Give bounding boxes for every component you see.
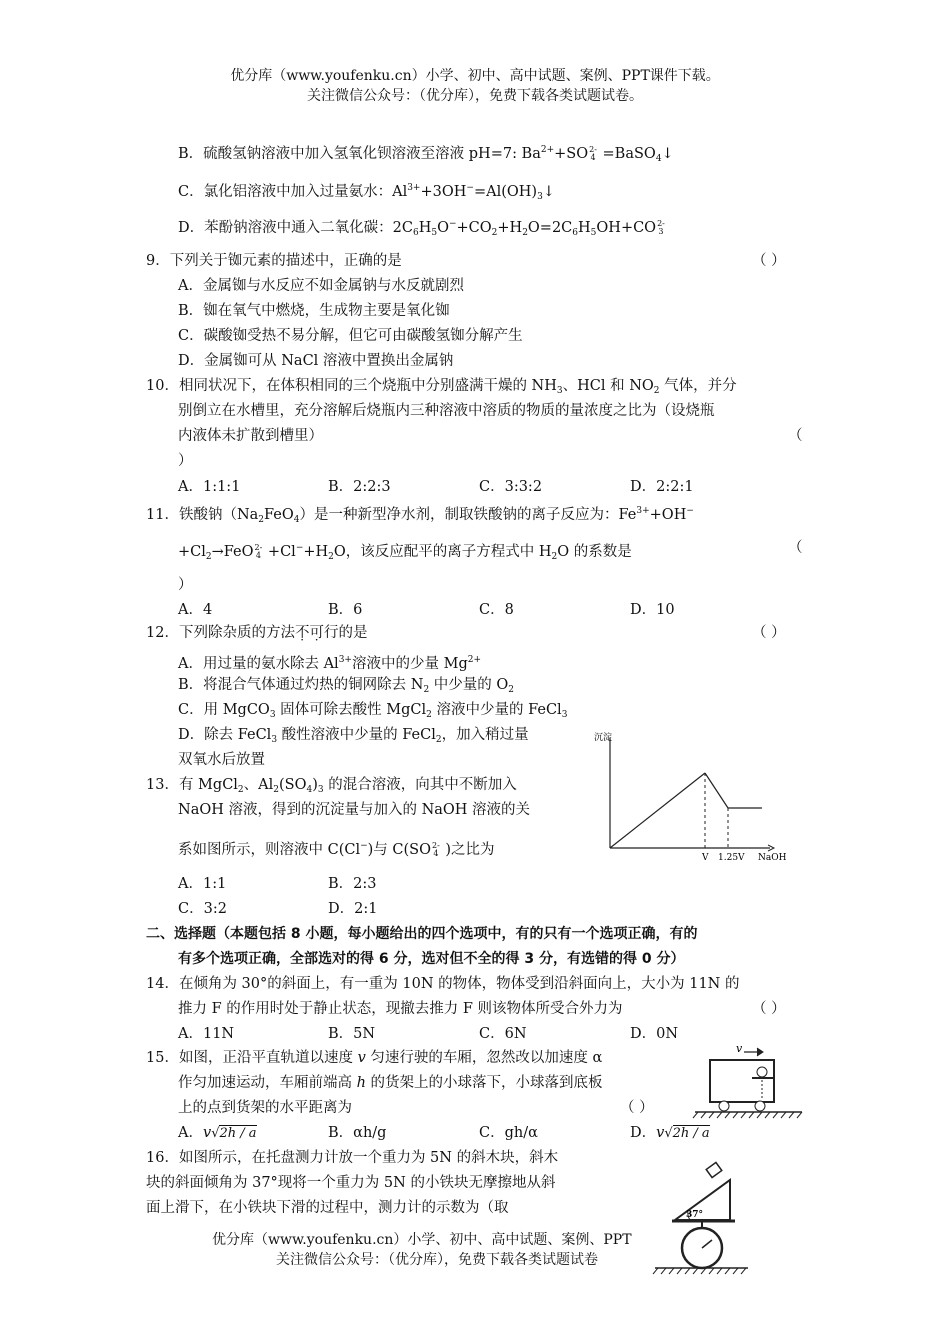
- q14-stem-line2: 推力 F 的作用时处于静止状态，现撤去推力 F 则该物体所受合外力为: [178, 1001, 623, 1017]
- q9-option-a: A．金属铷与水反应不如金属钠与水反就剧烈: [178, 278, 464, 294]
- q9-stem: 9．下列关于铷元素的描述中，正确的是: [146, 253, 402, 269]
- q9-option-b: B．铷在氧气中燃烧，生成物主要是氧化铷: [178, 303, 450, 319]
- q10-stem-line1: 10．相同状况下，在体积相同的三个烧瓶中分别盛满干燥的 $NH_3$、HCl 和 $NO_2$ 气体，并分: [146, 378, 737, 396]
- q13-option-b: B．2:3: [328, 876, 377, 892]
- wheel-left: [719, 1101, 729, 1111]
- footer-line-1: 优分库（www.youfenku.cn）小学、初中、高中试题、案例、PPT: [212, 1232, 632, 1248]
- q10-stem-line3: 内液体未扩散到槽里）: [178, 428, 323, 444]
- section2-title-line2: 有多个选项正确，全部选对的得 6 分，选对但不全的得 3 分，有选错的得 0 分）: [178, 951, 685, 967]
- q10-option-c: C．3:3:2: [479, 479, 543, 495]
- graph-xlabel: NaOH: [758, 853, 787, 863]
- q13-precipitate-graph: [590, 728, 790, 868]
- q11-paren-close: ）: [178, 577, 193, 593]
- q11-stem-line2: $+Cl_2\to FeO$ 2- 4 $+Cl^-+H_2O$，该反应配平的离子方程式中 $H_2O$ 的系数是: [178, 543, 632, 562]
- header-line-2: 关注微信公众号：（优分库），免费下载各类试题试卷。: [307, 88, 643, 104]
- q14-stem-line1: 14．在倾角为 30°的斜面上，有一重为 10N 的物体，物体受到沿斜面向上，大小为 11N 的: [146, 976, 740, 992]
- q13-stem-line2: NaOH 溶液，得到的沉淀量与加入的 NaOH 溶液的关: [178, 802, 531, 818]
- q8-option-d: D．苯酚钠溶液中通入二氧化碳：$2C_6H_5O^-+CO_2+H_2O=2C_6H_5OH+CO$ 2- 3: [178, 219, 665, 238]
- graph-ylabel: 沉淀: [594, 733, 613, 743]
- q11-option-c: C．8: [479, 602, 514, 618]
- q8-option-b: B．硫酸氢钠溶液中加入氢氧化钡溶液至溶液 pH=7: $Ba^{2+}+SO$ 2- 4 =BaSO$_4$↓: [178, 145, 674, 164]
- q11-option-d: D．10: [630, 602, 675, 618]
- velocity-arrow-head: [757, 1048, 763, 1056]
- track-hatching: [693, 1112, 802, 1118]
- q12-option-d-line2: 双氧水后放置: [178, 752, 265, 768]
- q16-stem-line1: 16．如图所示，在托盘测力计放一个重力为 5N 的斜木块，斜木: [146, 1150, 559, 1166]
- q12-option-c: C．用 MgCO$_3$ 固体可除去酸性 MgCl$_2$ 溶液中少量的 FeCl$_3$: [178, 702, 568, 720]
- q14-option-b: B．5N: [328, 1026, 376, 1042]
- q15-stem-line1: 15．如图，正沿平直轨道以速度 v 匀速行驶的车厢，忽然改以加速度 α: [146, 1050, 603, 1066]
- q14-option-a: A．11N: [178, 1026, 235, 1042]
- q9-option-d: D．金属铷可从 NaCl 溶液中置换出金属钠: [178, 353, 454, 369]
- ball: [757, 1067, 767, 1077]
- q16-stem-line2: 块的斜面倾角为 37°现将一个重力为 5N 的小铁块无摩擦地从斜: [146, 1175, 556, 1191]
- q12-option-a: A．用过量的氨水除去 $Al^{3+}$溶液中的少量 $Mg^{2+}$: [178, 655, 482, 672]
- q15-option-d: D．v√2h / a: [630, 1125, 710, 1141]
- q10-option-d: D．2:2:1: [630, 479, 694, 495]
- q8-option-c: C．氯化铝溶液中加入过量氨水：$Al^{3+}+3OH^-=Al(OH)_3↓$: [178, 183, 555, 202]
- q16-scale-figure: [650, 1160, 750, 1278]
- train-car-body: [710, 1060, 774, 1102]
- footer-line-2: 关注微信公众号：（优分库），免费下载各类试题试卷: [276, 1252, 598, 1268]
- q10-stem-line2: 别倒立在水槽里，充分溶解后烧瓶内三种溶液中溶质的物质的量浓度之比为（设烧瓶: [178, 403, 715, 419]
- graph-rise-line: [610, 773, 705, 848]
- q11-stem-line1: 11．铁酸钠$(Na_2FeO_4)$是一种新型净水剂，制取铁酸钠的离子反应为：$Fe^{3+}+OH^-$: [146, 506, 694, 525]
- q10-paren-close: ）: [178, 453, 193, 469]
- q9-answer-paren: （ ）: [752, 253, 786, 269]
- q15-option-a: A．v√2h / a: [178, 1125, 257, 1141]
- graph-tick-v: V: [702, 853, 709, 863]
- q15-train-car-figure: [690, 1040, 810, 1120]
- graph-fall-line: [705, 773, 728, 808]
- section2-title-line1: 二、选择题（本题包括 8 小题，每小题给出的四个选项中，有的只有一个选项正确，有的: [146, 926, 698, 942]
- iron-block: [706, 1162, 722, 1177]
- q15-answer-paren: （ ）: [620, 1100, 654, 1116]
- q13-option-d: D．2:1: [328, 901, 378, 917]
- q15-stem-line2: 作匀加速运动，车厢前端高 h 的货架上的小球落下，小球落到底板: [178, 1075, 603, 1091]
- q10-option-b: B．2:2:3: [328, 479, 391, 495]
- q12-option-d: D．除去 FeCl$_3$ 酸性溶液中少量的 FeCl$_2$，加入稍过量: [178, 727, 529, 745]
- q15-option-b: B．αh/g: [328, 1125, 387, 1141]
- q12-option-b: B．将混合气体通过灼热的铜网除去 $N_2$ 中少量的 $O_2$: [178, 677, 515, 695]
- q13-stem-line1: 13．有 MgCl$_2$、$Al_2(SO_4)_3$ 的混合溶液，向其中不断加入: [146, 777, 517, 795]
- q11-paren-open: （: [788, 540, 803, 556]
- q12-stem: 12．下列除杂质的方法不可行的是: [146, 625, 368, 641]
- q13-option-c: C．3:2: [178, 901, 227, 917]
- q15-stem-line3: 上的点到货架的水平距离为: [178, 1100, 352, 1116]
- wheel-right: [755, 1101, 765, 1111]
- q12-answer-paren: （ ）: [752, 625, 786, 641]
- angle-label: 37°: [686, 1210, 704, 1220]
- q10-paren-open: （: [788, 428, 803, 444]
- q11-option-b: B．6: [328, 602, 363, 618]
- q14-answer-paren: （ ）: [752, 1001, 786, 1017]
- header-line-1: 优分库（www.youfenku.cn）小学、初中、高中试题、案例、PPT课件下载。: [230, 68, 720, 84]
- q11-option-a: A．4: [178, 602, 213, 618]
- q13-stem-line3: 系如图所示，则溶液中 C(Cl−)与 C(SO 2- 4 )之比为: [178, 841, 495, 858]
- velocity-label: v: [736, 1042, 743, 1055]
- q10-option-a: A．1:1:1: [178, 479, 241, 495]
- q14-option-c: C．6N: [479, 1026, 527, 1042]
- q13-option-a: A．1:1: [178, 876, 227, 892]
- graph-tick-125v: 1.25V: [718, 853, 745, 863]
- q14-option-d: D．0N: [630, 1026, 679, 1042]
- q15-option-c: C．gh/α: [479, 1125, 538, 1141]
- q16-stem-line3: 面上滑下，在小铁块下滑的过程中，测力计的示数为（取: [146, 1200, 509, 1216]
- q9-option-c: C．碳酸铷受热不易分解，但它可由碳酸氢铷分解产生: [178, 328, 523, 344]
